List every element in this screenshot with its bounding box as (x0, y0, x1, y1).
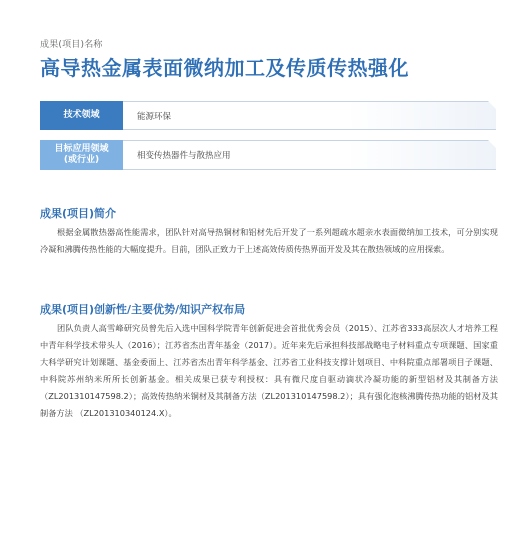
page-title: 高导热金属表面微纳加工及传质传热强化 (40, 56, 409, 80)
tech-field-value: 能源环保 (137, 111, 172, 122)
application-field-row (40, 140, 496, 170)
intro-section-title: 成果(项目)简介 (40, 207, 117, 220)
application-field-value-box (123, 140, 496, 170)
tech-field-row (40, 101, 496, 130)
application-field-label-line1: 目标应用领域 (54, 144, 109, 154)
application-field-label-line2: (或行业) (63, 155, 100, 165)
innovation-section-title: 成果(项目)创新性/主要优势/知识产权布局 (40, 303, 246, 316)
corner-cut (488, 101, 497, 110)
corner-cut (488, 140, 497, 149)
intro-paragraph: 根据金属散热器高性能需求，团队针对高导热铜材和铝材先后开发了一系列超疏水超亲水表面微纳加工技术，可分别实现冷凝和沸腾传热性能的大幅度提升。目前，团队正致力于上述高效传质传热界面开发及其在散热领域的应用探索。 (40, 227, 498, 254)
innovation-paragraph: 团队负责人高雪峰研究员曾先后入选中国科学院青年创新促进会首批优秀会员（2015）、江苏省333高层次人才培养工程中青年科学技术带头人（2016）；江苏省杰出青年基金（2017）。近年来先后承担科技部战略电子材料重点专项课题、国家重大科学研究计划课题、基金委面上、江苏省杰出青年科学基金、江苏省工业科技支撑计划项目、中科院重点部署项目子课题、中科院苏州纳米所所长创新基金。相关成果已获专利授权：具有微尺度自驱动滴状冷凝功能的新型铝材及其制备方法（ZL201310147598.2）；高效传热纳米铜材及其制备方法（ZL201310147598.2）；具有强化泡核沸腾传热功能的铝材及其制备方法 （ZL201310340124.X）。 (40, 323, 498, 418)
tech-field-label: 技术领域 (40, 101, 123, 130)
tech-field-value-box (123, 101, 496, 130)
application-field-label (40, 140, 123, 170)
project-name-label: 成果(项目)名称 (40, 40, 103, 50)
application-field-value: 相变传热器件与散热应用 (137, 151, 231, 161)
